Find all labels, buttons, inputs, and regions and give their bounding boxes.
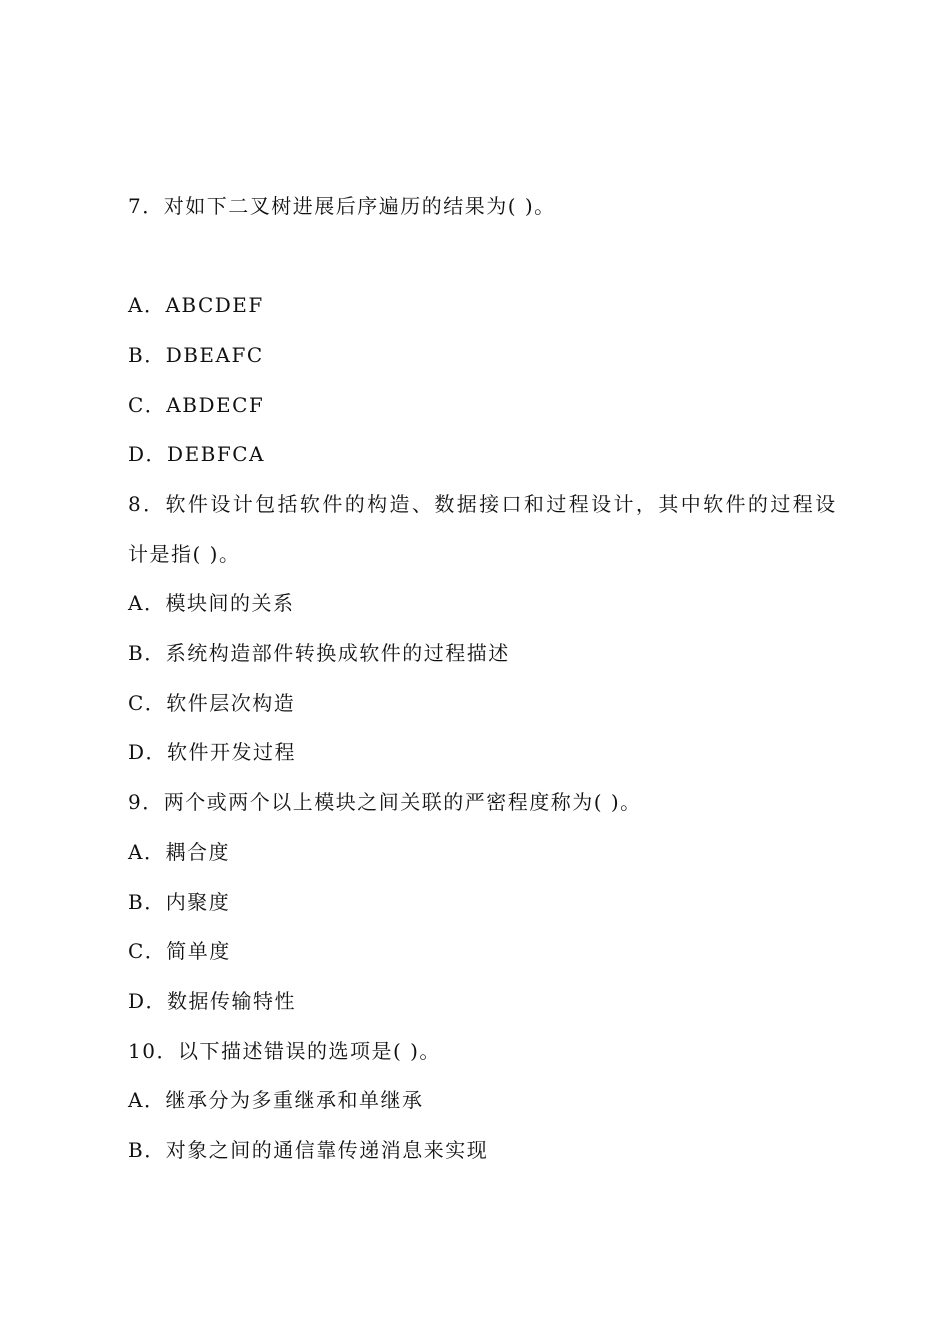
- question-8-stem-line-1: 8．软件设计包括软件的构造、数据接口和过程设计，其中软件的过程设: [128, 492, 838, 516]
- question-7-option-c: C．ABDECF: [128, 393, 265, 417]
- question-8-option-c: C．软件层次构造: [128, 691, 296, 715]
- question-8-stem-line-2: 计是指( )。: [128, 542, 241, 566]
- question-7-option-b: B．DBEAFC: [128, 343, 264, 367]
- question-8-option-b: B．系统构造部件转换成软件的过程描述: [128, 641, 510, 665]
- question-9-option-c: C．简单度: [128, 939, 231, 963]
- question-9-stem: 9．两个或两个以上模块之间关联的严密程度称为( )。: [128, 790, 642, 814]
- question-8-option-d: D．软件开发过程: [128, 740, 297, 764]
- question-10-option-a: A．继承分为多重继承和单继承: [128, 1088, 424, 1112]
- question-9-option-a: A．耦合度: [128, 840, 230, 864]
- question-9-option-b: B．内聚度: [128, 890, 231, 914]
- question-7-option-a: A．ABCDEF: [128, 293, 264, 317]
- question-10-option-b: B．对象之间的通信靠传递消息来实现: [128, 1138, 489, 1162]
- question-7-option-d: D．DEBFCA: [128, 442, 265, 466]
- question-10-stem: 10．以下描述错误的选项是( )。: [128, 1039, 441, 1063]
- question-8-option-a: A．模块间的关系: [128, 591, 295, 615]
- question-7-stem: 7．对如下二叉树进展后序遍历的结果为( )。: [128, 194, 556, 218]
- question-9-option-d: D．数据传输特性: [128, 989, 297, 1013]
